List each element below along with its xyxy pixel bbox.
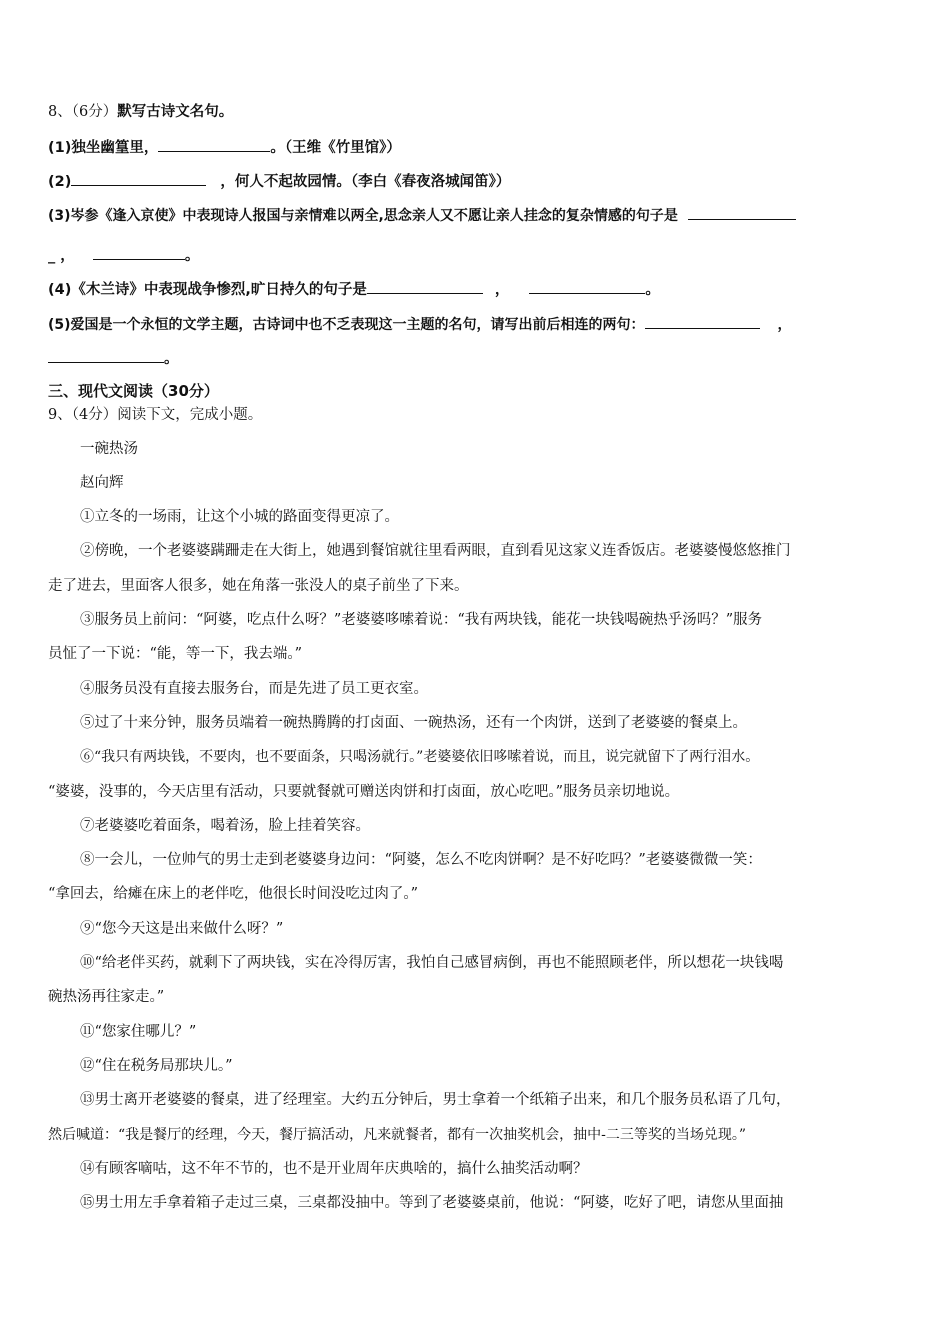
answer-blank[interactable] bbox=[93, 245, 185, 260]
q8-item-1 bbox=[48, 137, 401, 157]
story-line: “婆婆，没事的，今天店里有活动，只要就餐就可赠送肉饼和打卤面，放心吃吧。”服务员亲切地说。 bbox=[48, 784, 680, 800]
q8-item-3-cont bbox=[48, 245, 199, 265]
story-line: ⑥“我只有两块钱，不要肉，也不要面条，只喝汤就行。”老婆婆依旧哆嗦着说，而且，说完就留下了两行泪水。 bbox=[80, 749, 760, 765]
story-line: ②傍晚，一个老婆婆蹒跚走在大街上，她遇到餐馆就往里看两眼，直到看见这家义连香饭店。老婆婆慢悠悠推门 bbox=[80, 543, 791, 559]
section-title: 三、现代文阅读（30分） bbox=[48, 382, 219, 400]
story-line: ⑦老婆婆吃着面条，喝着汤，脸上挂着笑容。 bbox=[80, 818, 370, 834]
story-line: ④服务员没有直接去服务台，而是先进了员工更衣室。 bbox=[80, 681, 428, 697]
q8-number: 8、 bbox=[48, 104, 72, 120]
story-line: ⑨“您今天这是出来做什么呀？” bbox=[80, 921, 284, 937]
answer-blank[interactable] bbox=[71, 171, 206, 186]
q8-item-4-mid: ， bbox=[494, 282, 510, 298]
story-author: 赵向辉 bbox=[80, 475, 124, 491]
q8-item-5-mid: ， bbox=[777, 317, 792, 333]
story-line: “拿回去，给瘫在床上的老伴吃，他很长时间没吃过肉了。” bbox=[48, 886, 419, 902]
q9-header bbox=[48, 406, 262, 424]
story-line: 然后喊道：“我是餐厅的经理，今天，餐厅搞活动，凡来就餐者，都有一次抽奖机会，抽中-二三等奖的当场兑现。” bbox=[48, 1127, 747, 1143]
q8-item-5-cont bbox=[48, 348, 179, 368]
story-line: ③服务员上前问：“阿婆，吃点什么呀？”老婆婆哆嗦着说：“我有两块钱，能花一块钱喝碗热乎汤吗？”服务 bbox=[80, 612, 763, 628]
story-line: 走了进去，里面客人很多，她在角落一张没人的桌子前坐了下来。 bbox=[48, 578, 469, 594]
q8-score: （6分） bbox=[71, 104, 118, 120]
answer-blank[interactable] bbox=[367, 279, 483, 294]
story-line: ①立冬的一场雨，让这个小城的路面变得更凉了。 bbox=[80, 509, 399, 525]
story-line: 员怔了一下说：“能，等一下，我去端。” bbox=[48, 646, 303, 662]
story-line: 碗热汤再往家走。” bbox=[48, 989, 165, 1005]
q8-item-1-suffix: 。（王维《竹里馆》） bbox=[270, 140, 401, 156]
story-line: ⑬男士离开老婆婆的餐桌，进了经理室。大约五分钟后，男士拿着一个纸箱子出来，和几个服务员私语了几句， bbox=[80, 1092, 791, 1108]
q8-instruction: 默写古诗文名句。 bbox=[117, 104, 234, 120]
answer-blank[interactable] bbox=[158, 137, 270, 152]
answer-blank[interactable] bbox=[48, 348, 164, 363]
q8-item-4-suffix: 。 bbox=[645, 282, 660, 298]
q8-item-3 bbox=[48, 205, 796, 225]
q8-item-3-cont-prefix: _ ， bbox=[48, 248, 75, 264]
story-line: ⑤过了十来分钟，服务员端着一碗热腾腾的打卤面、一碗热汤，还有一个肉饼，送到了老婆婆的餐桌上。 bbox=[80, 715, 747, 731]
story-line: ⑫“住在税务局那块儿。” bbox=[80, 1058, 233, 1074]
story-title: 一碗热汤 bbox=[80, 441, 138, 457]
q8-item-2 bbox=[48, 171, 510, 191]
q9-number: 9、 bbox=[48, 407, 72, 423]
story-line: ⑩“给老伴买药，就剩下了两块钱，实在冷得厉害，我怕自己感冒病倒，再也不能照顾老伴，所以想花一块钱喝 bbox=[80, 955, 784, 971]
q9-instruction: 阅读下文，完成小题。 bbox=[117, 407, 263, 423]
q8-item-4-prefix: (4)《木兰诗》中表现战争惨烈,旷日持久的句子是 bbox=[48, 282, 367, 298]
q8-item-3-prefix: (3)岑参《逢入京使》中表现诗人报国与亲情难以两全,思念亲人又不愿让亲人挂念的复杂情感的句子是 bbox=[48, 208, 678, 224]
q8-item-1-prefix: (1)独坐幽篁里， bbox=[48, 140, 159, 156]
q8-item-4 bbox=[48, 279, 660, 299]
answer-blank[interactable] bbox=[645, 314, 760, 329]
story-line: ⑮男士用左手拿着箱子走过三桌，三桌都没抽中。等到了老婆婆桌前，他说：“阿婆，吃好了吧，请您从里面抽 bbox=[80, 1195, 784, 1211]
q8-header bbox=[48, 103, 233, 121]
q8-item-3-suffix: 。 bbox=[184, 248, 200, 264]
q8-item-2-prefix: (2) bbox=[48, 174, 72, 190]
answer-blank[interactable] bbox=[688, 205, 796, 220]
story-line: ⑪“您家住哪儿？” bbox=[80, 1024, 197, 1040]
q8-item-2-suffix: ，何人不起故园情。（李白《春夜洛城闻笛》） bbox=[220, 174, 511, 190]
q8-item-5 bbox=[48, 314, 792, 334]
story-line: ⑭有顾客嘀咕，这不年不节的，也不是开业周年庆典啥的，搞什么抽奖活动啊？ bbox=[80, 1161, 588, 1177]
story-line: ⑧一会儿，一位帅气的男士走到老婆婆身边问：“阿婆，怎么不吃肉饼啊？是不好吃吗？”老婆婆微微一笑： bbox=[80, 852, 762, 868]
q9-score: （4分） bbox=[71, 407, 118, 423]
answer-blank[interactable] bbox=[529, 279, 645, 294]
q8-item-5-prefix: (5)爱国是一个永恒的文学主题，古诗词中也不乏表现这一主题的名句，请写出前后相连的两句： bbox=[48, 317, 645, 333]
q8-item-5-suffix: 。 bbox=[164, 351, 179, 367]
